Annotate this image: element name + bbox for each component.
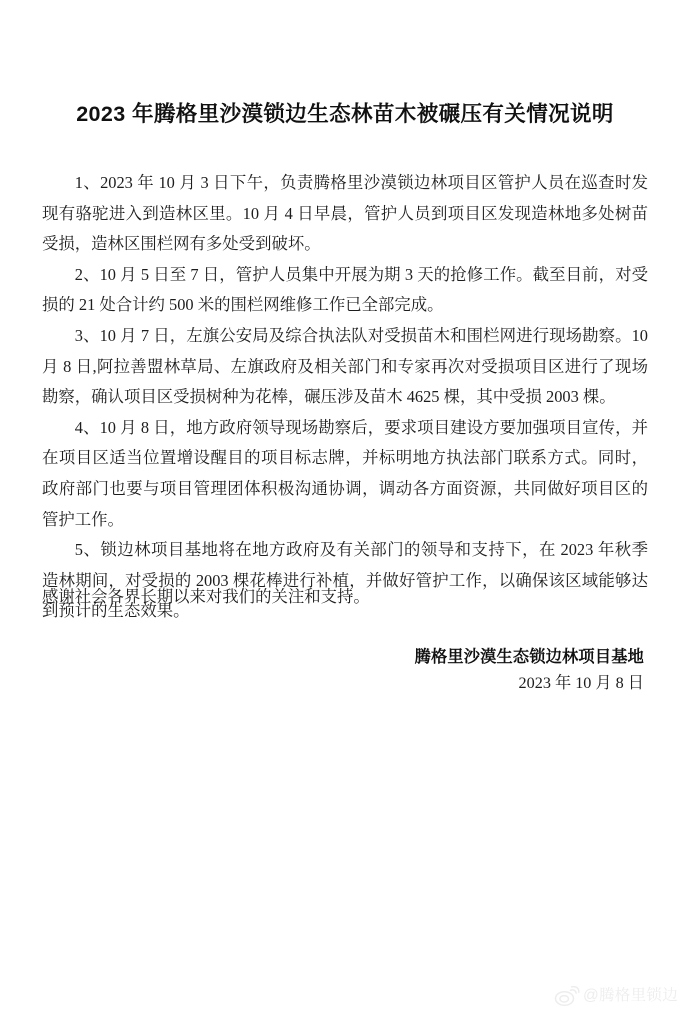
paragraph-4: 4、10 月 8 日，地方政府领导现场勘察后，要求项目建设方要加强项目宣传，并在项目区适当位置增设醒目的项目标志牌，并标明地方执法部门联系方式。同时，政府部门也要与项目管理团体积极沟通协调，调动各方面资源，共同做好项目区的管护工作。 <box>42 417 648 529</box>
page-title: 2023 年腾格里沙漠锁边生态林苗木被碾压有关情况说明 <box>76 102 614 126</box>
paragraph-5: 5、锁边林项目基地将在地方政府及有关部门的领导和支持下，在 2023 年秋季造林期间，对受损的 2003 棵花棒进行补植，并做好管护工作，以确保该区域能够达到预计的生态效果。 <box>42 540 648 621</box>
paragraph-3: 3、10 月 7 日，左旗公安局及综合执法队对受损苗木和围栏网进行现场勘察。10 月 8 日,阿拉善盟林草局、左旗政府及相关部门和专家再次对受损项目区进行了现场勘察，确认项目区受损树种为花棒，碾压涉及苗木 4625 棵，其中受损 2003 棵。 <box>42 325 648 407</box>
document-body <box>42 168 648 627</box>
signature-organization: 腾格里沙漠生态锁边林项目基地 <box>414 648 644 666</box>
watermark <box>554 985 678 1007</box>
signature-date: 2023 年 10 月 8 日 <box>518 674 644 692</box>
weibo-logo-icon <box>554 985 580 1007</box>
closing-statement: 感谢社会各界长期以来对我们的关注和支持。 <box>42 587 370 607</box>
paragraph-1: 1、2023 年 10 月 3 日下午，负责腾格里沙漠锁边林项目区管护人员在巡查时发现有骆驼进入到造林区里。10 月 4 日早晨，管护人员到项目区发现造林地多处树苗受损，造林区围栏网有多处受到破坏。 <box>42 173 648 254</box>
paragraph-2: 2、10 月 5 日至 7 日，管护人员集中开展为期 3 天的抢修工作。截至目前，对受损的 21 处合计约 500 米的围栏网维修工作已全部完成。 <box>42 264 648 315</box>
signature-block <box>415 645 644 696</box>
watermark-handle: @腾格里锁边 <box>582 987 678 1005</box>
